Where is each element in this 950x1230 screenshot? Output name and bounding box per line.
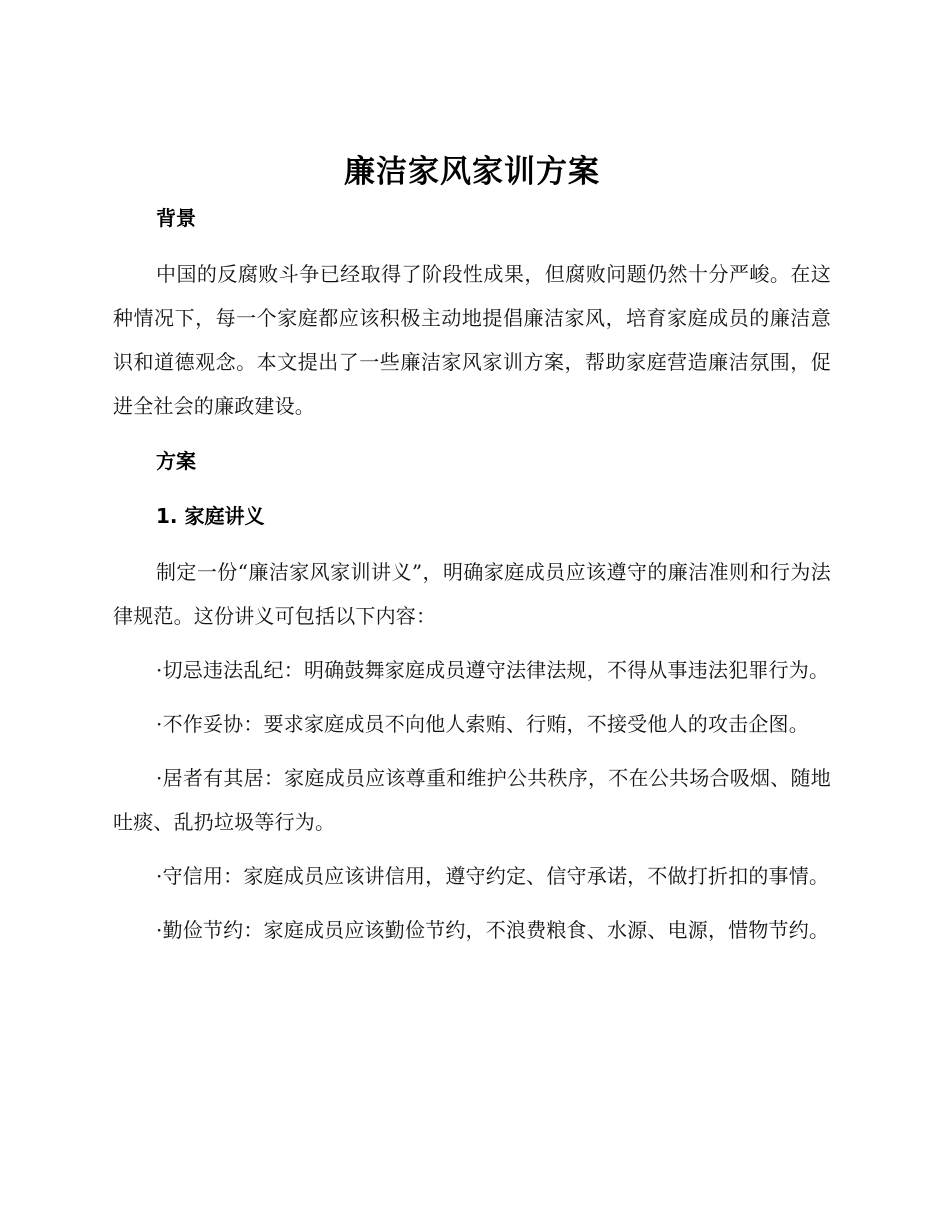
subsection-heading-family-handout: 1. 家庭讲义 (156, 504, 265, 528)
section-heading-background: 背景 (156, 206, 196, 230)
document-content (113, 148, 831, 952)
page-title: 廉洁家风家训方案 (344, 154, 600, 190)
bullet-text: 居者有其居：家庭成员应该尊重和维护公共秩序，不在公共场合吸烟、随地吐痰、乱扔垃圾等行为。 (113, 766, 831, 834)
bullet-dot: · (156, 766, 163, 790)
bullet-text: 守信用：家庭成员应该讲信用，遵守约定、信守承诺，不做打折扣的事情。 (162, 864, 830, 888)
bullet-item (113, 648, 831, 692)
bullet-dot: · (156, 712, 163, 736)
bullet-dot: · (156, 864, 163, 888)
bullet-text: 不作妥协：要求家庭成员不向他人索贿、行贿，不接受他人的攻击企图。 (162, 712, 809, 736)
bullet-dot: · (156, 918, 163, 942)
background-paragraph: 中国的反腐败斗争已经取得了阶段性成果，但腐败问题仍然十分严峻。在这种情况下，每一个家庭都应该积极主动地提倡廉洁家风，培育家庭成员的廉洁意识和道德观念。本文提出了一些廉洁家风家训方案，帮助家庭营造廉洁氛围，促进全社会的廉政建设。 (113, 262, 831, 418)
bullet-item (113, 854, 831, 898)
bullet-text: 勤俭节约：家庭成员应该勤俭节约，不浪费粮食、水源、电源，惜物节约。 (162, 918, 830, 942)
bullet-item (113, 702, 831, 746)
bullet-item (113, 908, 831, 952)
bullet-dot: · (156, 658, 163, 682)
section-heading-plan: 方案 (156, 449, 196, 473)
handout-paragraph: 制定一份“廉洁家风家训讲义”，明确家庭成员应该遵守的廉洁准则和行为法律规范。这份讲义可包括以下内容： (113, 560, 831, 628)
bullet-text: 切忌违法乱纪：明确鼓舞家庭成员遵守法律法规，不得从事违法犯罪行为。 (162, 658, 830, 682)
bullet-item (113, 756, 831, 844)
